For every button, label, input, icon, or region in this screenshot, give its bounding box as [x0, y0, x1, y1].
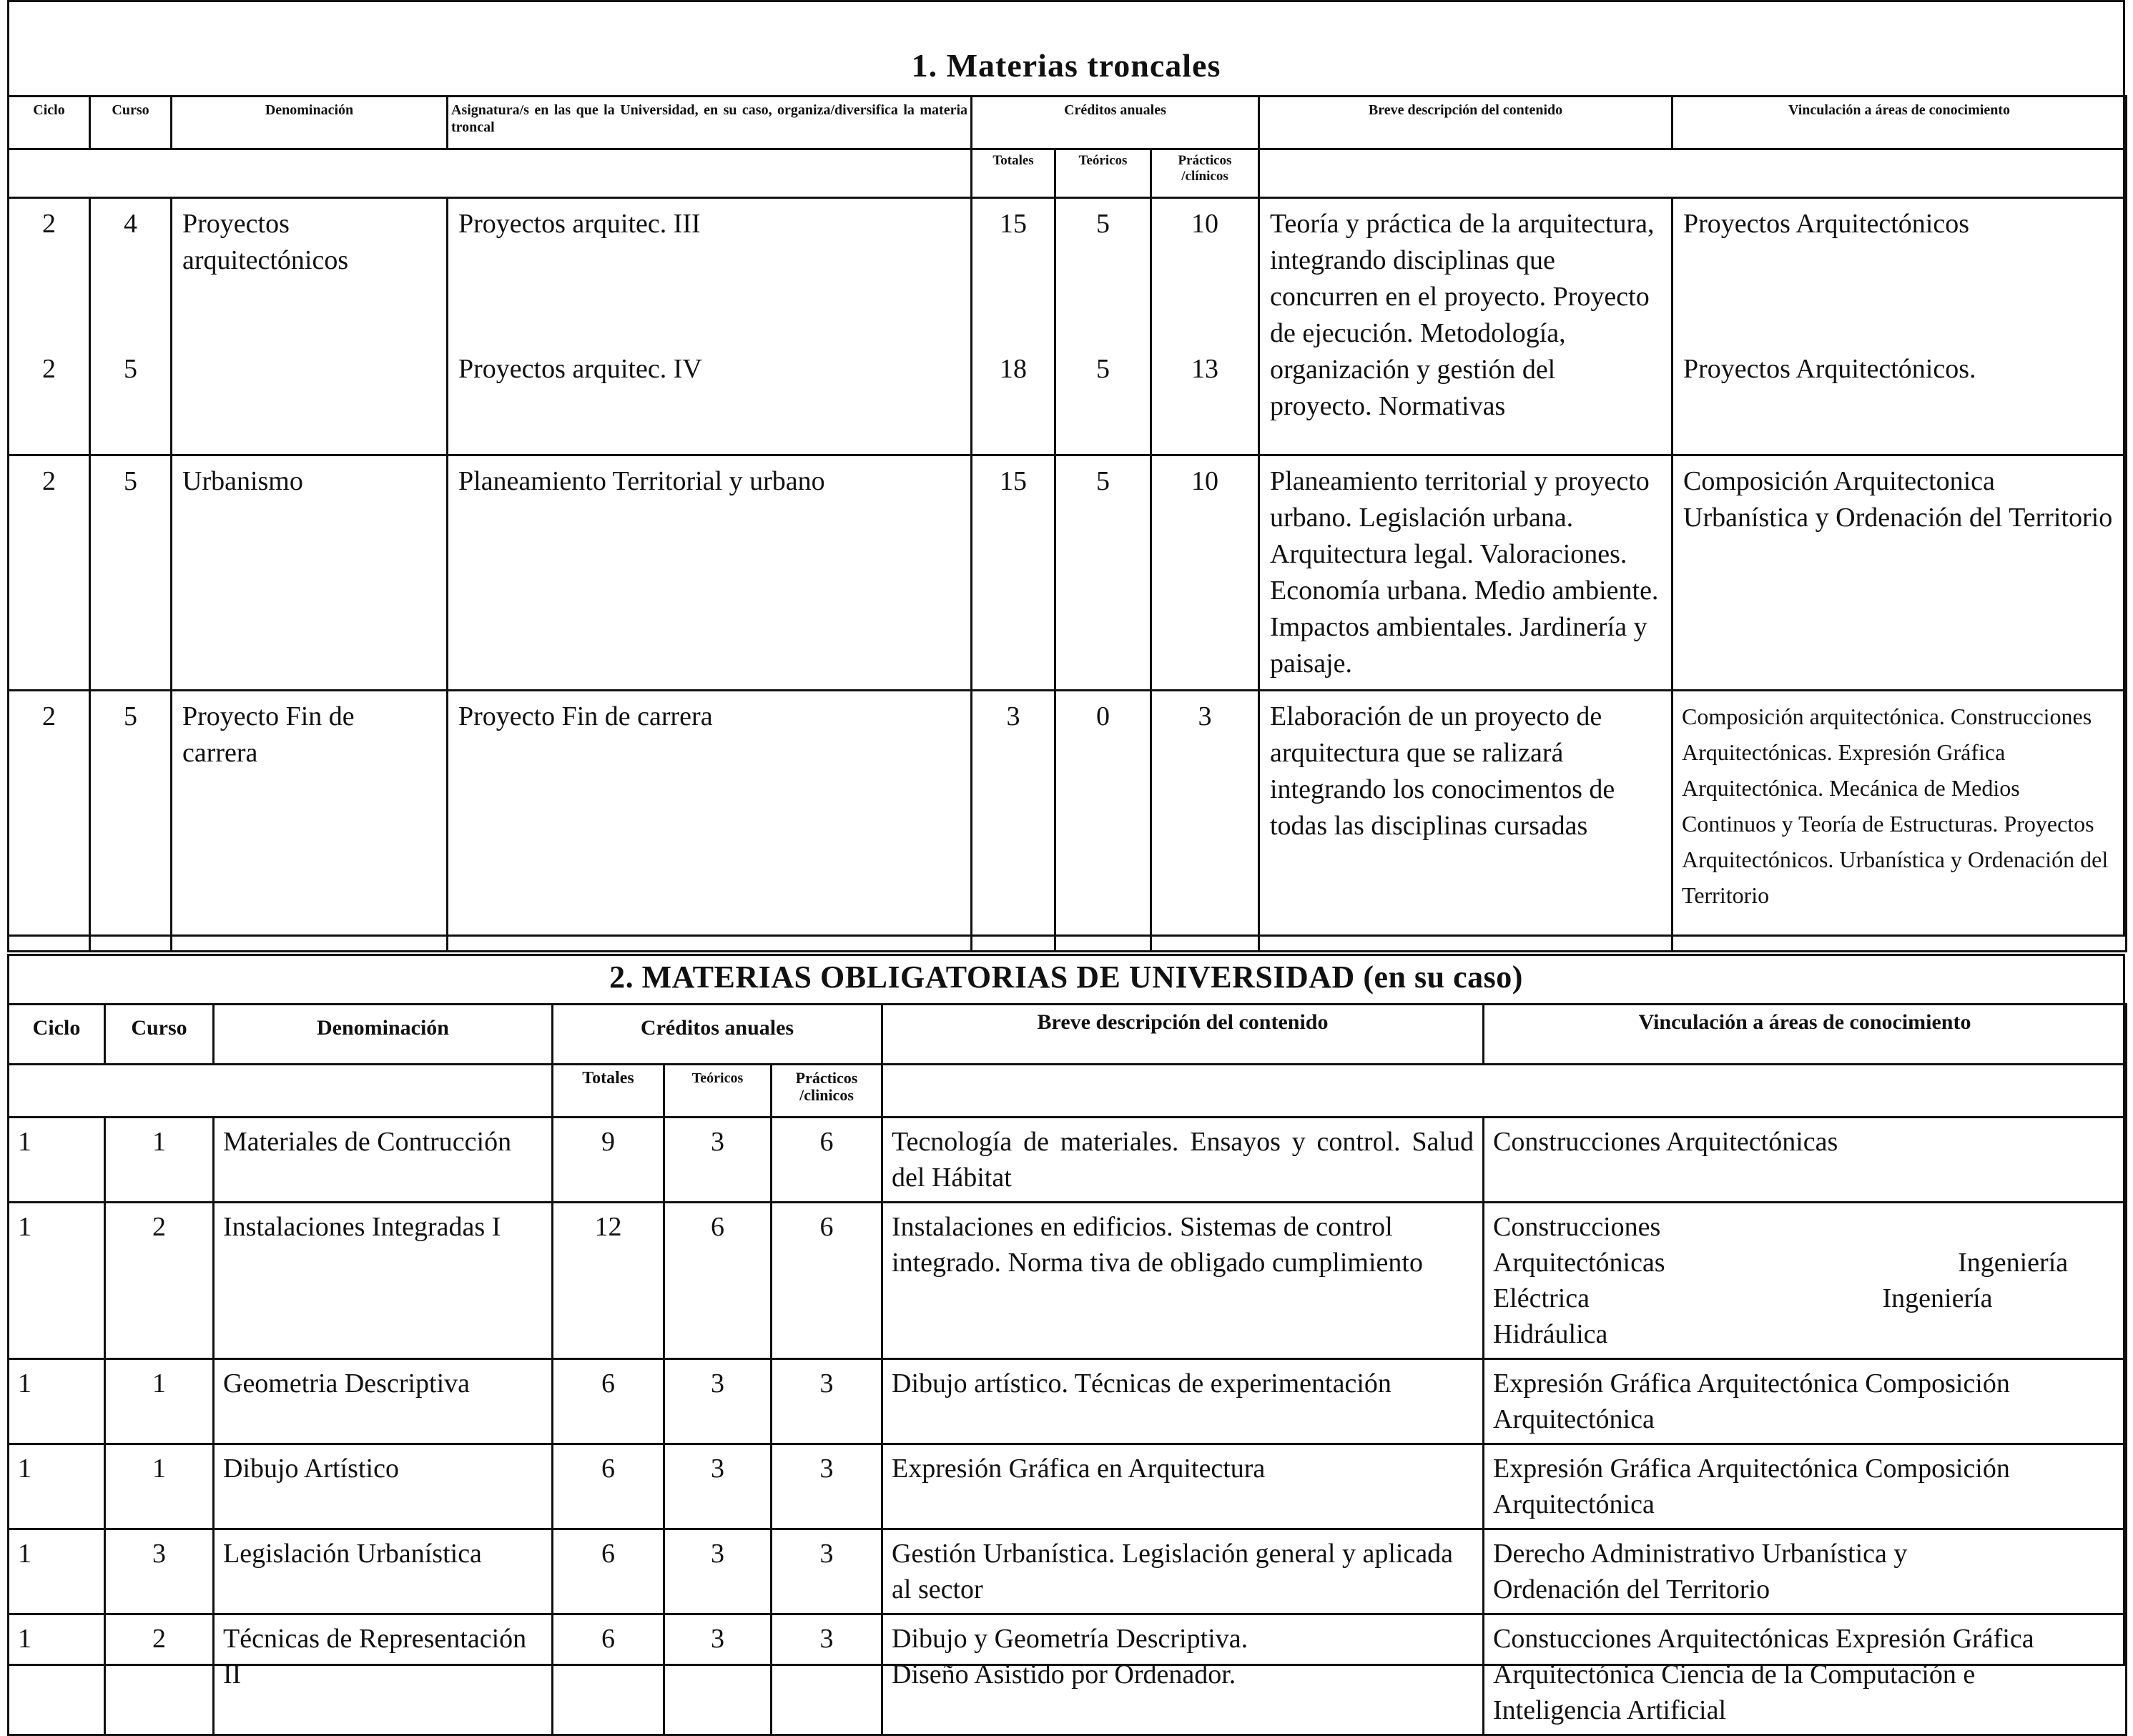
subheader-blank-right — [882, 1065, 2127, 1118]
vinculacion-cell: Composición arquitectónica. Construcciones Arquitectónicas. Expresión Gráfica Arquitectónica. Mecánica de Medios Continuos y Teoría de Estructuras. Proyectos Arquitectónicos. Urbanística y Ordenación del Territorio — [1673, 691, 2127, 952]
curso-cell: 5 — [90, 455, 172, 691]
asignatura-cell: Planeamiento Territorial y urbano — [448, 455, 972, 691]
header-asignaturas: Asignatura/s en las que la Universidad, en su caso, organiza/diversifica la materia troncal — [448, 97, 972, 149]
header-creditos: Créditos anuales — [972, 97, 1259, 149]
denominacion-cell: Proyecto Fin de carrera — [172, 691, 448, 952]
header-practicos: Prácticos /clínicos — [1151, 149, 1259, 198]
practicos-cell: 3 — [772, 1359, 882, 1444]
vinculacion-cell: Composición Arquitectonica Urbanística y Ordenación del Territorio — [1673, 455, 2127, 691]
header-denominacion: Denominación — [172, 97, 448, 149]
practicos-cell: 6 — [772, 1203, 882, 1359]
teoricos-cell: 0 — [1055, 691, 1151, 952]
header-ciclo: Ciclo — [9, 97, 90, 149]
curso-cell — [90, 198, 172, 455]
asignatura-value: Proyectos arquitec. IV — [458, 354, 702, 384]
materias-troncales-section — [7, 0, 2125, 937]
curso-cell: 1 — [105, 1359, 214, 1444]
subheader-row — [9, 1065, 2127, 1118]
teoricos-value: 5 — [1096, 354, 1110, 384]
totales-cell: 12 — [553, 1203, 664, 1359]
practicos-cell: 3 — [772, 1529, 882, 1614]
header-row — [9, 1005, 2127, 1065]
vinculacion-cell: Expresión Gráfica Arquitectónica Composición Arquitectónica — [1484, 1444, 2127, 1529]
ciclo-cell — [9, 198, 90, 455]
header-creditos: Créditos anuales — [553, 1005, 882, 1065]
table-row — [9, 1614, 2127, 1735]
table-row — [9, 455, 2127, 691]
teoricos-cell — [1055, 198, 1151, 455]
header-vinculacion: Vinculación a áreas de conocimiento — [1673, 97, 2127, 149]
denominacion-cell: Urbanismo — [172, 455, 448, 691]
totales-cell: 3 — [972, 691, 1055, 952]
practicos-cell — [1151, 198, 1259, 455]
descripcion-cell: Expresión Gráfica en Arquitectura — [882, 1444, 1484, 1529]
table-row — [9, 691, 2127, 952]
teoricos-cell: 5 — [1055, 455, 1151, 691]
asignatura-cell — [448, 198, 972, 455]
asignatura-value: Proyectos arquitec. III — [458, 209, 701, 239]
totales-cell: 6 — [553, 1444, 664, 1529]
vinculacion-value: Proyectos Arquitectónicos. — [1683, 354, 1976, 384]
denominacion-cell: Proyectos arquitectónicos — [172, 198, 448, 455]
descripcion-cell: Tecnología de materiales. Ensayos y control. Salud del Hábitat — [882, 1118, 1484, 1203]
denominacion-cell: Instalaciones Integradas I — [214, 1203, 553, 1359]
curso-cell: 2 — [105, 1614, 214, 1735]
asignatura-cell: Proyecto Fin de carrera — [448, 691, 972, 952]
vinculacion-cell: Construcciones Arquitectónicas Ingeniería Eléctrica Ingeniería Hidráulica — [1484, 1203, 2127, 1359]
header-practicos: Prácticos /clinicos — [772, 1065, 882, 1118]
ciclo-cell: 2 — [9, 455, 90, 691]
header-descripcion: Breve descripción del contenido — [882, 1005, 1484, 1065]
vinculacion-value: Proyectos Arquitectónicos — [1683, 209, 1969, 239]
teoricos-value: 5 — [1096, 209, 1110, 239]
curso-cell: 5 — [90, 691, 172, 952]
curso-value: 4 — [124, 209, 137, 239]
subheader-blank — [9, 1065, 553, 1118]
section1-title: 1. Materias troncales — [911, 47, 1221, 84]
totales-value: 18 — [1000, 354, 1027, 384]
materias-obligatorias-table — [7, 1003, 2127, 1736]
teoricos-cell: 3 — [664, 1444, 772, 1529]
practicos-cell: 3 — [772, 1614, 882, 1735]
descripcion-cell: Gestión Urbanística. Legislación general y aplicada al sector — [882, 1529, 1484, 1614]
denominacion-cell: Geometria Descriptiva — [214, 1359, 553, 1444]
teoricos-cell: 3 — [664, 1529, 772, 1614]
descripcion-cell: Elaboración de un proyecto de arquitectura que se ralizará integrando los conocimentos de todas las disciplinas cursadas — [1259, 691, 1673, 952]
curso-cell: 1 — [105, 1444, 214, 1529]
totales-cell: 9 — [553, 1118, 664, 1203]
table-row — [9, 198, 2127, 455]
denominacion-cell: Legislación Urbanística — [214, 1529, 553, 1614]
header-curso: Curso — [105, 1005, 214, 1065]
ciclo-cell: 1 — [9, 1118, 105, 1203]
teoricos-cell: 3 — [664, 1118, 772, 1203]
header-row — [9, 97, 2127, 149]
teoricos-cell: 6 — [664, 1203, 772, 1359]
totales-cell: 15 — [972, 455, 1055, 691]
descripcion-cell: Instalaciones en edificios. Sistemas de control integrado. Norma tiva de obligado cumplimiento — [882, 1203, 1484, 1359]
table-row — [9, 1444, 2127, 1529]
totales-cell — [972, 198, 1055, 455]
subheader-blank-right — [1259, 149, 2127, 198]
subheader-blank — [9, 149, 972, 198]
ciclo-cell: 1 — [9, 1359, 105, 1444]
ciclo-value: 2 — [42, 209, 56, 239]
ciclo-cell: 1 — [9, 1529, 105, 1614]
subheader-row — [9, 149, 2127, 198]
totales-value: 15 — [1000, 209, 1027, 239]
vinculacion-cell: Derecho Administrativo Urbanística y Ordenación del Territorio — [1484, 1529, 2127, 1614]
denominacion-cell: Materiales de Contrucción — [214, 1118, 553, 1203]
totales-cell: 6 — [553, 1614, 664, 1735]
practicos-cell: 3 — [772, 1444, 882, 1529]
curso-cell: 3 — [105, 1529, 214, 1614]
descripcion-cell: Teoría y práctica de la arquitectura, integrando disciplinas que concurren en el proyecto. Proyecto de ejecución. Metodología, organización y gestión del proyecto. Normativas — [1259, 198, 1673, 455]
ciclo-cell: 1 — [9, 1614, 105, 1735]
header-descripcion: Breve descripción del contenido — [1259, 97, 1673, 149]
header-ciclo: Ciclo — [9, 1005, 105, 1065]
header-totales: Totales — [972, 149, 1055, 198]
header-denominacion: Denominación — [214, 1005, 553, 1065]
practicos-cell: 3 — [1151, 691, 1259, 952]
curso-cell: 2 — [105, 1203, 214, 1359]
curso-cell: 1 — [105, 1118, 214, 1203]
curso-value: 5 — [124, 354, 137, 384]
materias-troncales-table — [7, 95, 2127, 952]
descripcion-cell: Planeamiento territorial y proyecto urbano. Legislación urbana. Arquitectura legal. Valoraciones. Economía urbana. Medio ambiente. Impactos ambientales. Jardinería y paisaje. — [1259, 455, 1673, 691]
header-teoricos: Teóricos — [664, 1065, 772, 1118]
vinculacion-cell: Expresión Gráfica Arquitectónica Composición Arquitectónica — [1484, 1359, 2127, 1444]
ciclo-cell: 2 — [9, 691, 90, 952]
ciclo-cell: 1 — [9, 1203, 105, 1359]
ciclo-value: 2 — [42, 354, 56, 384]
header-vinculacion: Vinculación a áreas de conocimiento — [1484, 1005, 2127, 1065]
vinculacion-cell — [1673, 198, 2127, 455]
header-curso: Curso — [90, 97, 172, 149]
header-teoricos: Teóricos — [1055, 149, 1151, 198]
totales-cell: 6 — [553, 1359, 664, 1444]
ciclo-cell: 1 — [9, 1444, 105, 1529]
totales-cell: 6 — [553, 1529, 664, 1614]
practicos-value: 13 — [1191, 354, 1218, 384]
vinculacion-cell: Construcciones Arquitectónicas — [1484, 1118, 2127, 1203]
table-row — [9, 1359, 2127, 1444]
denominacion-cell: Técnicas de Representación II — [214, 1614, 553, 1735]
header-totales: Totales — [553, 1065, 664, 1118]
materias-obligatorias-section — [7, 954, 2125, 1725]
section2-title: 2. MATERIAS OBLIGATORIAS DE UNIVERSIDAD (en su caso) — [609, 960, 1523, 995]
practicos-cell: 6 — [772, 1118, 882, 1203]
descripcion-cell: Dibujo artístico. Técnicas de experimentación — [882, 1359, 1484, 1444]
table-row — [9, 1203, 2127, 1359]
descripcion-cell: Dibujo y Geometría Descriptiva. Diseño Asistido por Ordenador. — [882, 1614, 1484, 1735]
teoricos-cell: 3 — [664, 1359, 772, 1444]
teoricos-cell: 3 — [664, 1614, 772, 1735]
practicos-cell: 10 — [1151, 455, 1259, 691]
vinculacion-cell: Constucciones Arquitectónicas Expresión Gráfica Arquitectónica Ciencia de la Computación e Inteligencia Artificial — [1484, 1614, 2127, 1735]
practicos-value: 10 — [1191, 209, 1218, 239]
table-row — [9, 1118, 2127, 1203]
table-row — [9, 1529, 2127, 1614]
denominacion-cell: Dibujo Artístico — [214, 1444, 553, 1529]
